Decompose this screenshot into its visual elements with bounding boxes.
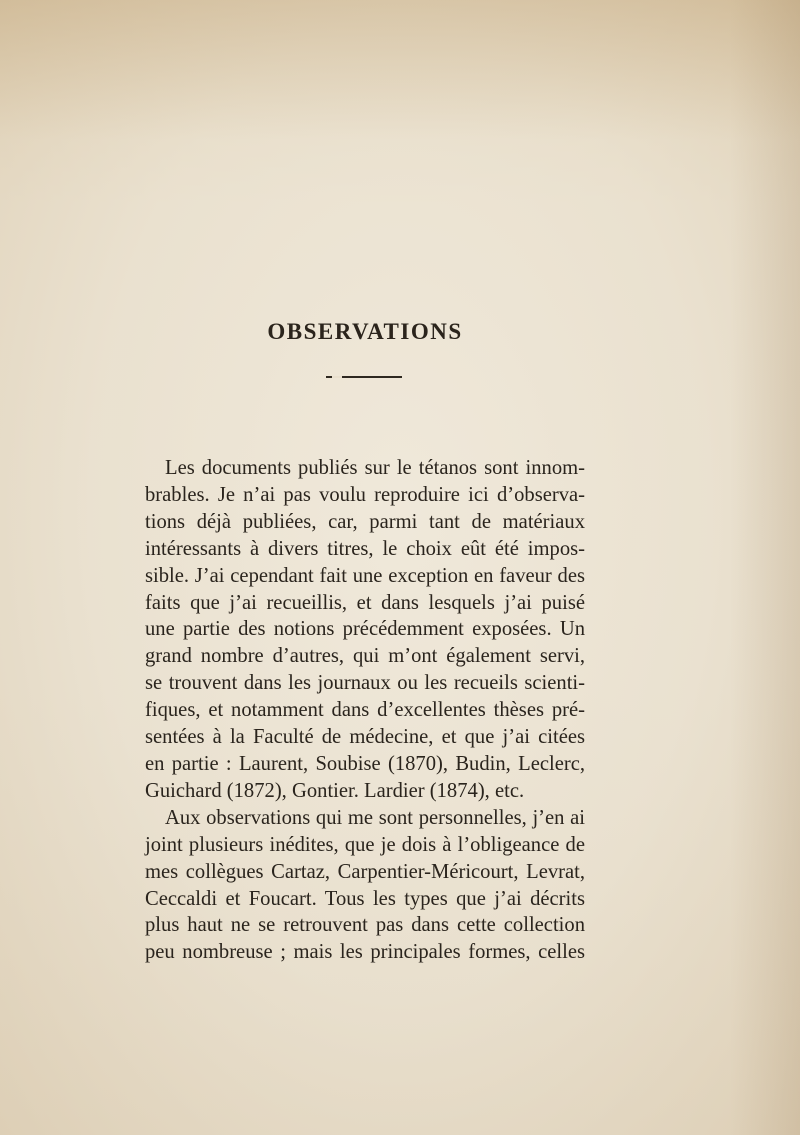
page-heading: OBSERVATIONS <box>267 319 463 345</box>
text-line: peu nombreuse ; mais les principales formes, celles <box>145 941 585 964</box>
paper-edge-shadow <box>730 0 800 1135</box>
paper-top-shadow <box>0 0 800 140</box>
body-text <box>145 455 585 966</box>
text-line: mes collègues Cartaz, Carpentier-Méricourt, Levrat, <box>145 860 585 883</box>
text-line: faits que j’ai recueillis, et dans lesquels j’ai puisé <box>145 591 585 614</box>
text-line: Ceccaldi et Foucart. Tous les types que j’ai décrits <box>145 887 585 910</box>
text-line: joint plusieurs inédites, que je dois à l’obligeance de <box>145 833 585 856</box>
text-line: sible. J’ai cependant fait une exception en faveur des <box>145 564 585 587</box>
text-line: Aux observations qui me sont personnelles, j’en ai <box>165 806 585 829</box>
text-line: en partie : Laurent, Soubise (1870), Budin, Leclerc, <box>145 752 585 775</box>
text-line: grand nombre d’autres, qui m’ont également servi, <box>145 645 585 668</box>
text-line: Guichard (1872), Gontier. Lardier (1874), etc. <box>145 779 525 802</box>
paragraph-1 <box>145 455 585 805</box>
text-line: tions déjà publiées, car, parmi tant de matériaux <box>145 510 585 533</box>
text-line: brables. Je n’ai pas voulu reproduire ici d’observa- <box>145 483 585 506</box>
text-line: Les documents publiés sur le tétanos sont innom- <box>165 457 585 479</box>
paragraph-2 <box>145 805 585 966</box>
text-line: sentées à la Faculté de médecine, et que j’ai citées <box>145 726 585 749</box>
text-line: plus haut ne se retrouvent pas dans cette collection <box>145 914 585 937</box>
text-line: se trouvent dans les journaux ou les recueils scienti- <box>145 672 585 695</box>
text-line: intéressants à divers titres, le choix eût été impos- <box>145 537 585 560</box>
text-line: fiques, et notamment dans d’excellentes thèses pré- <box>145 699 585 722</box>
heading-rule <box>326 376 402 378</box>
text-line: une partie des notions précédemment exposées. Un <box>145 618 585 641</box>
